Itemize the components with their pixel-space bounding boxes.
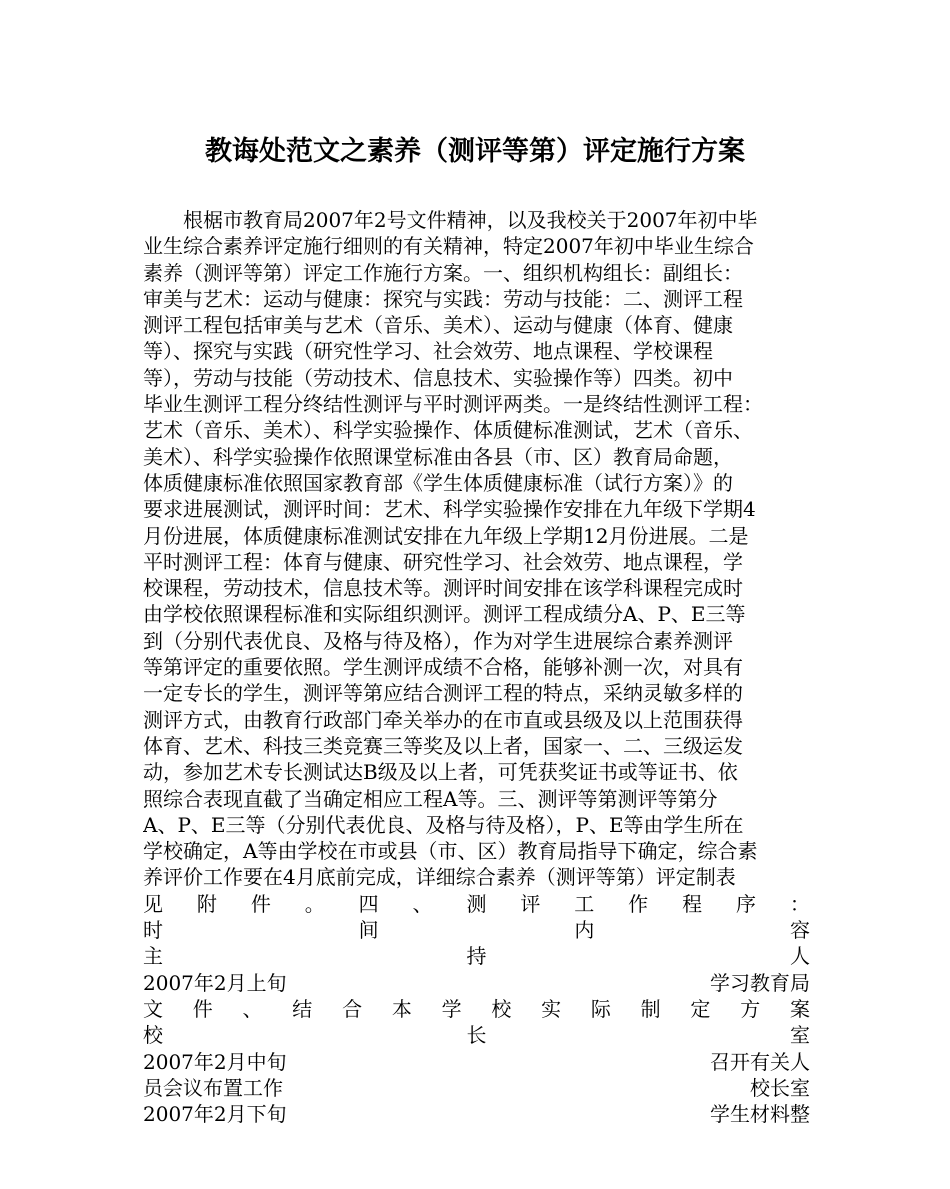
schedule-line [143,1049,810,1075]
schedule-cell: 件 [192,996,213,1021]
body-line: 测评工程包括审美与艺术（音乐、美术）、运动与健康（体育、健康 [143,313,733,338]
schedule-cell: 2007年2月中旬 [143,1049,287,1074]
body-line: 学校确定，A等由学校在市或县（市、区）教育局指导下确定，综合素 [143,839,758,864]
schedule-cell: 四 [358,891,379,916]
schedule-cell: 际 [590,996,611,1021]
schedule-line [143,970,810,996]
schedule-cell: 序 [735,891,756,916]
schedule-cell: 测 [466,891,487,916]
schedule-cell: ： [789,891,810,916]
body-line: 动，参加艺术专长测试达B级及以上者，可凭获奖证书或等证书、依 [143,760,738,785]
body-line: 业生综合素养评定施行细则的有关精神，特定2007年初中毕业生综合 [143,234,754,259]
body-line: 体育、艺术、科技三类竞赛三等奖及以上者，国家一、二、三级运发 [143,733,743,758]
schedule-cell: 、 [242,996,263,1021]
body-line: 到（分别代表优良、及格与待及格），作为对学生进展综合素养测评 [143,628,733,653]
schedule-cell: 工 [574,891,595,916]
schedule-cell: 校长室 [750,1075,810,1100]
body-line: A、P、E三等（分别代表优良、及格与待及格），P、E等由学生所在 [143,812,744,837]
schedule-cell: 评 [520,891,541,916]
schedule-line [143,1075,810,1101]
schedule-cell: 制 [640,996,661,1021]
schedule-cell: 学生材料整 [710,1102,810,1127]
schedule-cell: 员会议布置工作 [143,1075,283,1100]
body-line: 测评方式，由教育行政部门牵关举办的在市直或县级及以上范围获得 [143,707,743,732]
schedule-line [143,1101,810,1127]
body-line: 体质健康标准依照国家教育部《学生体质健康标准（试行方案）》的 [143,470,733,495]
schedule-cell: 学 [441,996,462,1021]
body-line: 一定专长的学生，测评等第应结合测评工程的特点，采纳灵敏多样的 [143,681,743,706]
schedule-cell: 容 [789,918,810,943]
body-line: 由学校依照课程标准和实际组织测评。测评工程成绩分A、P、E三等 [143,602,746,627]
schedule-cell: 文 [143,996,163,1021]
body-line: 养评价工作要在4月底前完成，详细综合素养（测评等第）评定制表 [143,865,736,890]
body-line: 月份进展，体质健康标准测试安排在九年级上学期12月份进展。二是 [143,523,749,548]
schedule-cell: 内 [574,918,595,943]
schedule-cell: 。 [304,891,325,916]
schedule-cell: 持 [466,944,487,969]
schedule-cell: 案 [789,996,810,1021]
schedule-cell: 长 [466,1023,487,1048]
schedule-cell: 结 [292,996,313,1021]
body-line: 根椐市教育局2007年2号文件精神，以及我校关于2007年初中毕 [183,208,758,232]
schedule-cell: 程 [682,891,703,916]
body-line: 等）、探究与实践（研究性学习、社会效劳、地点课程、学校课程 [143,339,713,364]
schedule-line [143,917,810,943]
schedule-cell: 附 [196,891,217,916]
body-line: 素养（测评等第）评定工作施行方案。一、组织机构组长：副组长： [143,260,743,285]
schedule-cell: 、 [412,891,433,916]
body-line: 等），劳动与技能（劳动技术、信息技术、实验操作等）四类。初中 [143,365,733,390]
schedule-cell: 人 [790,944,810,969]
schedule-cell: 时 [143,918,163,943]
schedule-cell: 校 [491,996,512,1021]
body-line: 艺术（音乐、美术）、科学实验操作、体质健标准测试，艺术（音乐、 [143,418,753,443]
schedule-cell: 2007年2月上旬 [143,970,287,995]
schedule-line [143,943,810,969]
schedule-cell: 召开有关人 [710,1049,810,1074]
schedule-cell: 实 [541,996,562,1021]
body-line: 等第评定的重要依照。学生测评成绩不合格，能够补测一次，对具有 [143,655,743,680]
schedule-cell: 学习教育局 [710,970,810,995]
schedule-cell: 作 [628,891,649,916]
schedule-cell: 间 [358,918,379,943]
schedule-line [143,1022,810,1048]
schedule-cell: 本 [391,996,412,1021]
schedule-cell: 室 [790,1023,810,1048]
schedule-cell: 校 [143,1023,163,1048]
body-line: 审美与艺术：运动与健康：探究与实践：劳动与技能：二、测评工程 [143,286,743,311]
schedule-cell: 2007年2月下旬 [143,1102,287,1127]
schedule-cell: 定 [690,996,711,1021]
document-body [143,207,810,1127]
schedule-cell: 方 [740,996,761,1021]
body-line: 毕业生测评工程分终结性测评与平时测评两类。一是终结性测评工程： [143,392,763,417]
body-line: 要求进展测试，测评时间：艺术、科学实验操作安排在九年级下学期4 [143,497,756,522]
schedule-cell: 主 [143,944,163,969]
body-line: 美术）、科学实验操作依照课堂标准由各县（市、区）教育局命题， [143,444,733,469]
document-title: 教诲处范文之素养（测评等第）评定施行方案 [205,136,745,167]
body-line: 平时测评工程：体育与健康、研究性学习、社会效劳、地点课程，学 [143,549,743,574]
schedule-cell: 件 [250,891,271,916]
schedule-line [143,996,810,1022]
schedule-cell: 见 [143,891,163,916]
schedule-line [143,891,810,917]
body-line: 照综合表现直截了当确定相应工程A等。三、测评等第测评等第分 [143,786,718,811]
body-line: 校课程，劳动技术，信息技术等。测评时间安排在该学科课程完成时 [143,576,743,601]
schedule-cell: 合 [342,996,363,1021]
